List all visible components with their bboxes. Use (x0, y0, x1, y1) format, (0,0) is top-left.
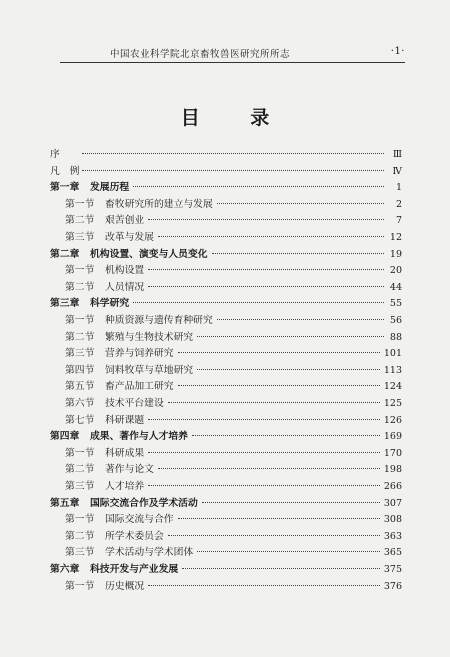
toc-entry-number: 第二节 (65, 281, 95, 293)
toc-page-number: 169 (383, 431, 402, 443)
toc-entry-title: 技术平台建设 (105, 398, 164, 409)
toc-entry-title: 成果、著作与人才培养 (90, 431, 188, 443)
toc-entry-heading (50, 362, 193, 376)
toc-page-number: Ⅲ (392, 149, 402, 160)
toc-entry-number: 第一节 (65, 514, 95, 526)
toc-page-number: 2 (395, 198, 402, 210)
toc-entry-number: 第四章 (50, 431, 80, 443)
toc-section-row[interactable] (50, 395, 402, 411)
toc-entry-title: 人才培养 (105, 481, 145, 492)
toc-entry-number: 序 (50, 149, 60, 160)
toc-entry-title: 历史概况 (105, 580, 145, 592)
toc-entry-number: 第七节 (65, 414, 95, 426)
toc-section-row[interactable] (50, 445, 402, 461)
toc-page-number: 19 (389, 248, 402, 260)
toc-entry-title: 国际交流与合作 (105, 514, 174, 526)
dot-leader (178, 518, 380, 519)
dot-leader (212, 253, 384, 254)
toc-entry-number: 第三节 (65, 547, 95, 559)
dot-leader (168, 402, 380, 403)
toc-page-number: 12 (389, 232, 402, 243)
toc-entry-number: 第五节 (65, 381, 95, 393)
toc-entry-heading (50, 246, 208, 260)
toc-section-row[interactable] (50, 511, 402, 527)
toc-entry-heading (50, 511, 174, 525)
toc-entry-title: 畜产品加工研究 (105, 381, 174, 393)
dot-leader (148, 269, 384, 270)
toc-front-row[interactable] (50, 163, 402, 179)
toc-entry-title: 人员情况 (105, 281, 145, 293)
toc-entry-heading (50, 212, 144, 226)
toc-entry-title: 机构设置、演变与人员变化 (90, 248, 208, 260)
toc-entry-heading (50, 495, 198, 509)
toc-page-number: 307 (383, 497, 402, 509)
toc-entry-number: 第二节 (65, 331, 95, 343)
toc-entry-number: 第三章 (50, 298, 80, 310)
toc-section-row[interactable] (50, 478, 402, 494)
toc-page-number: 126 (383, 414, 402, 426)
toc-page-number: 266 (383, 481, 402, 492)
toc-section-row[interactable] (50, 312, 402, 328)
toc-entry-heading (50, 395, 164, 409)
toc-page-number: 44 (389, 281, 402, 293)
toc-entry-heading (50, 146, 78, 160)
toc-entry-title: 国际交流合作及学术活动 (90, 497, 198, 509)
toc-section-row[interactable] (50, 362, 402, 378)
toc-entry-title: 发展历程 (90, 182, 130, 194)
toc-page-number: 55 (389, 298, 402, 310)
toc-page-number: Ⅳ (392, 165, 402, 177)
toc-entry-number: 第一节 (65, 580, 95, 592)
toc-section-row[interactable] (50, 461, 402, 477)
toc-section-row[interactable] (50, 378, 402, 394)
toc-entry-title: 饲料牧草与草地研究 (105, 364, 194, 376)
toc-entry-title: 艰苦创业 (105, 215, 145, 227)
toc-page-number: 7 (395, 215, 402, 227)
toc-entry-heading (50, 428, 188, 442)
toc-chapter-row[interactable] (50, 246, 402, 262)
dot-leader (133, 302, 384, 303)
toc-chapter-row[interactable] (50, 561, 402, 577)
dot-leader (82, 170, 384, 171)
dot-leader (148, 286, 384, 287)
toc-page-number: 376 (383, 580, 402, 592)
dot-leader (192, 435, 380, 436)
toc-section-row[interactable] (50, 578, 402, 594)
toc-page-number: 375 (383, 564, 402, 575)
toc-entry-number: 第三节 (65, 232, 95, 243)
toc-page-number: 20 (389, 265, 402, 277)
toc-chapter-row[interactable] (50, 428, 402, 444)
dot-leader (82, 153, 384, 154)
toc-entry-heading (50, 478, 144, 492)
dot-leader (148, 452, 380, 453)
toc-entry-title: 繁殖与生物技术研究 (105, 331, 194, 343)
toc-page-number: 308 (383, 514, 402, 526)
toc-entry-heading (50, 295, 129, 309)
dot-leader (197, 336, 384, 337)
dot-leader (133, 186, 384, 187)
toc-entry-title: 科研课题 (105, 414, 145, 426)
toc-entry-title: 科技开发与产业发展 (90, 564, 179, 575)
dot-leader (168, 535, 380, 536)
running-header-title: 中国农业科学院北京畜牧兽医研究所所志 (110, 49, 291, 60)
toc-front-row[interactable] (50, 146, 402, 162)
toc-page-number: 1 (395, 182, 402, 194)
dot-leader (217, 319, 384, 320)
toc-entry-title: 著作与论文 (105, 464, 154, 476)
toc-entry-title: 营养与饲养研究 (105, 348, 174, 360)
toc-entry-number: 第三节 (65, 348, 95, 360)
toc-section-row[interactable] (50, 262, 402, 278)
toc-entry-number: 第四节 (65, 364, 95, 376)
toc-entry-title: 机构设置 (105, 265, 145, 277)
toc-entry-number: 第一节 (65, 447, 95, 459)
dot-leader (178, 352, 380, 353)
toc-page-number: 56 (389, 315, 402, 326)
toc-entry-heading (50, 561, 178, 575)
toc-entry-title: 种质资源与遗传育种研究 (105, 315, 213, 326)
toc-entry-title: 畜牧研究所的建立与发展 (105, 198, 213, 210)
toc-entry-title: 学术活动与学术团体 (105, 547, 194, 559)
dot-leader (158, 236, 384, 237)
toc-page-number: 101 (383, 348, 402, 360)
toc-entry-heading (50, 179, 129, 193)
toc-chapter-row[interactable] (50, 179, 402, 195)
toc-entry-heading (50, 578, 144, 592)
toc-entry-number: 第五章 (50, 497, 80, 509)
toc-entry-number: 第二节 (65, 530, 95, 542)
toc-section-row[interactable] (50, 196, 402, 212)
toc-heading: 目 录 (180, 107, 292, 129)
toc-section-row[interactable] (50, 345, 402, 361)
toc-section-row[interactable] (50, 329, 402, 345)
toc-chapter-row[interactable] (50, 295, 402, 311)
toc-section-row[interactable] (50, 412, 402, 428)
dot-leader (178, 385, 380, 386)
toc-entry-heading (50, 196, 213, 210)
dot-leader (148, 419, 380, 420)
toc-page-number: 170 (383, 447, 402, 459)
toc-entry-title: 科学研究 (90, 298, 130, 310)
dot-leader (158, 468, 380, 469)
dot-leader (182, 568, 380, 569)
toc-page-number: 88 (389, 331, 402, 343)
dot-leader (197, 551, 380, 552)
toc-entry-number: 第六章 (50, 564, 80, 575)
dot-leader (148, 485, 380, 486)
toc-page-number: 198 (383, 464, 402, 476)
toc-entry-heading (50, 412, 144, 426)
page-number: ·1· (390, 46, 405, 57)
toc-entry-title: 科研成果 (105, 447, 145, 459)
dot-leader (202, 502, 380, 503)
toc-entry-heading (50, 312, 213, 326)
toc-entry-heading (50, 262, 144, 276)
toc-page-number: 125 (383, 398, 402, 409)
toc-entry-number: 第二节 (65, 464, 95, 476)
dot-leader (217, 203, 384, 204)
toc-entry-heading (50, 229, 154, 243)
toc-entry-heading (50, 279, 144, 293)
dot-leader (197, 369, 380, 370)
toc-entry-number: 第六节 (65, 398, 95, 409)
header-rule (60, 62, 405, 63)
dot-leader (148, 219, 384, 220)
toc-section-row[interactable] (50, 279, 402, 295)
toc-page-number: 124 (383, 381, 402, 393)
toc-entry-title: 所学术委员会 (105, 530, 164, 542)
toc-entry-heading (50, 544, 193, 558)
toc-entry-number: 第一章 (50, 182, 80, 194)
toc-entry-number: 第三节 (65, 481, 95, 492)
toc-section-row[interactable] (50, 229, 402, 245)
toc-entry-heading (50, 445, 144, 459)
toc-chapter-row[interactable] (50, 495, 402, 511)
toc-section-row[interactable] (50, 544, 402, 560)
toc-entry-number: 第一节 (65, 265, 95, 277)
running-header (60, 46, 405, 62)
toc-entry-number: 第二章 (50, 248, 80, 260)
toc-section-row[interactable] (50, 212, 402, 228)
toc-entry-number: 凡 例 (50, 165, 80, 177)
toc-entry-heading (50, 345, 174, 359)
toc-page-number: 113 (383, 364, 402, 376)
toc-entry-title: 改革与发展 (105, 232, 154, 243)
toc-entry-heading (50, 528, 164, 542)
toc-entry-number: 第二节 (65, 215, 95, 227)
toc-entry-heading (50, 163, 78, 177)
toc-entry-heading (50, 378, 174, 392)
toc-entry-number: 第一节 (65, 315, 95, 326)
toc-page-number: 363 (383, 530, 402, 542)
toc-entry-heading (50, 329, 193, 343)
toc-section-row[interactable] (50, 528, 402, 544)
dot-leader (148, 585, 380, 586)
toc-page-number: 365 (383, 547, 402, 559)
toc-entry-heading (50, 461, 154, 475)
toc-entry-number: 第一节 (65, 198, 95, 210)
